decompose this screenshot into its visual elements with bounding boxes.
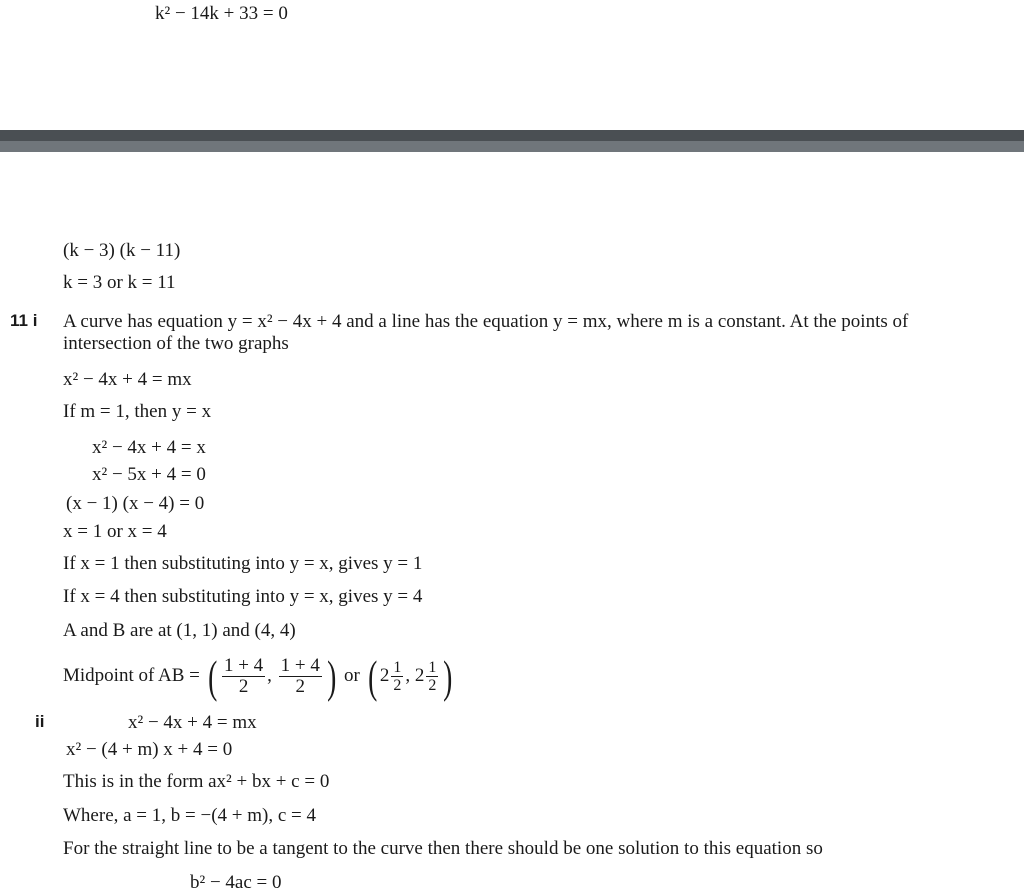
mixed-whole-2: 2 bbox=[414, 665, 425, 686]
midpoint-or: or bbox=[343, 665, 360, 686]
points-line: A and B are at (1, 1) and (4, 4) bbox=[63, 620, 296, 641]
right-paren-2: ) bbox=[443, 650, 453, 702]
discriminant-line: b² − 4ac = 0 bbox=[190, 872, 282, 893]
quadratic-form-line: This is in the form ax² + bx + c = 0 bbox=[63, 771, 330, 792]
fraction-2-denominator: 2 bbox=[295, 676, 306, 698]
k-solutions-line: k = 3 or k = 11 bbox=[63, 272, 176, 293]
question-11-label: 11 i bbox=[10, 311, 38, 330]
factor-k-line: (k − 3) (k − 11) bbox=[63, 240, 181, 261]
mixed-fraction-2-numerator: 1 bbox=[428, 659, 437, 677]
x-solutions-line: x = 1 or x = 4 bbox=[63, 521, 167, 542]
mixed-whole-1: 2 bbox=[379, 665, 390, 686]
left-paren-2: ( bbox=[367, 650, 377, 702]
right-paren-1: ) bbox=[326, 650, 337, 702]
midpoint-fraction-2 bbox=[279, 656, 322, 697]
mixed-fraction-1-numerator: 1 bbox=[393, 659, 402, 677]
mixed-fraction-1-denominator: 2 bbox=[393, 677, 402, 695]
midpoint-line: Midpoint of AB = ( $\frac{1 + 4}{2}$ , $\frac{1 + 4}{2}$ ) or ( 2 $\frac{1}{2}$ , 2 $\frac{1}{2}$ ) bbox=[63, 650, 453, 702]
part-ii-equation-2: x² − (4 + m) x + 4 = 0 bbox=[66, 739, 233, 760]
left-paren-1: ( bbox=[207, 650, 217, 702]
mixed-fraction-2-denominator: 2 bbox=[428, 677, 437, 695]
substitution-1: If x = 1 then substituting into y = x, gives y = 1 bbox=[63, 553, 423, 574]
question-11-text-line1: A curve has equation y = x² − 4x + 4 and a line has the equation y = mx, where m is a constant. At the points of bbox=[63, 311, 909, 332]
equation-1: x² − 4x + 4 = mx bbox=[63, 369, 192, 390]
fraction-1-numerator: 1 + 4 bbox=[223, 655, 264, 677]
part-ii-equation-1: x² − 4x + 4 = mx bbox=[128, 712, 257, 733]
top-equation: k² − 14k + 33 = 0 bbox=[155, 3, 288, 24]
mixed-fraction-1 bbox=[391, 659, 403, 694]
tangent-condition-line: For the straight line to be a tangent to the curve then there should be one solution to this equation so bbox=[63, 838, 823, 859]
mixed-fraction-2 bbox=[426, 659, 438, 694]
substitution-2: If x = 4 then substituting into y = x, gives y = 4 bbox=[63, 586, 423, 607]
question-11-text-line2: intersection of the two graphs bbox=[63, 333, 289, 354]
part-ii-label: ii bbox=[35, 712, 45, 731]
equation-2: x² − 4x + 4 = x bbox=[92, 437, 206, 458]
midpoint-fraction-1 bbox=[222, 656, 265, 697]
equation-4: (x − 1) (x − 4) = 0 bbox=[66, 493, 205, 514]
equation-3: x² − 5x + 4 = 0 bbox=[92, 464, 206, 485]
fraction-1-denominator: 2 bbox=[238, 676, 249, 698]
midpoint-prefix: Midpoint of AB = bbox=[63, 665, 200, 686]
if-m-line: If m = 1, then y = x bbox=[63, 401, 212, 422]
page-divider bbox=[0, 130, 1024, 152]
coefficients-line: Where, a = 1, b = −(4 + m), c = 4 bbox=[63, 805, 317, 826]
fraction-2-numerator: 1 + 4 bbox=[280, 655, 320, 677]
